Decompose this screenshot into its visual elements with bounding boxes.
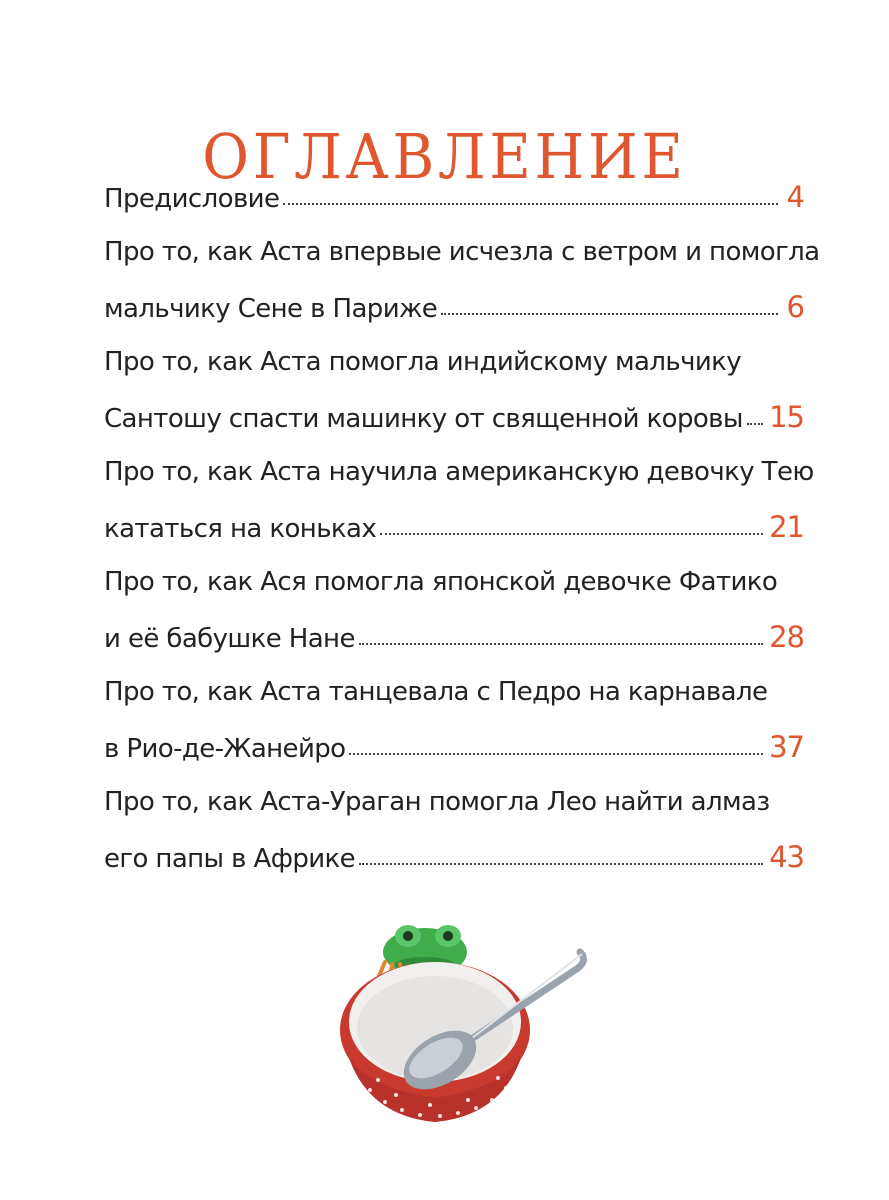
toc-entry-title-cont: кататься на коньках [104, 514, 377, 544]
toc-entry-title-cont: его папы в Африке [104, 844, 356, 874]
toc-entry-line [104, 555, 804, 610]
toc-entry-title: Про то, как Аста-Ураган помогла Лео найти алмаз [104, 787, 770, 817]
page-number: 37 [769, 730, 804, 764]
dot-leader [283, 203, 778, 205]
toc-entry-line [104, 280, 804, 335]
toc-entry-title-cont: и её бабушке Нане [104, 624, 355, 654]
toc-entry-title: Про то, как Аста научила американскую девочку Тею [104, 457, 814, 487]
toc-entry-line [104, 170, 804, 225]
dot-leader [747, 423, 763, 425]
toc-entry-line [104, 445, 814, 500]
toc-entry-title: Предисловие [104, 184, 280, 214]
dot-leader [359, 863, 763, 865]
toc-entry-america[interactable] [104, 445, 814, 555]
page-number: 6 [786, 290, 804, 324]
toc-entry-line [104, 830, 804, 885]
toc-entry-title-cont: Сантошу спасти машинку от священной коровы [104, 404, 743, 434]
frog-in-bowl-with-spoon-icon [330, 910, 600, 1140]
toc-entry-title: Про то, как Аста впервые исчезла с ветром и помогла [104, 237, 820, 267]
toc-entry-title: Про то, как Аста танцевала с Педро на карнавале [104, 677, 768, 707]
toc-entry-line [104, 500, 804, 555]
toc-entry-title: Про то, как Аста помогла индийскому мальчику [104, 347, 742, 377]
toc-entry-line [104, 335, 804, 390]
toc-entry-japan[interactable] [104, 555, 804, 665]
toc-entry-india[interactable] [104, 335, 804, 445]
page-title: ОГЛАВЛЕНИЕ [202, 119, 687, 193]
dot-leader [380, 533, 763, 535]
toc-entry-title-cont: в Рио-де-Жанейро [104, 734, 346, 764]
toc-entry-line [104, 720, 804, 775]
page-number: 28 [769, 620, 804, 654]
table-of-contents [104, 170, 820, 885]
dot-leader [359, 643, 763, 645]
page-number: 43 [769, 840, 804, 874]
toc-entry-line [104, 390, 804, 445]
toc-entry-preface[interactable] [104, 170, 804, 225]
dot-leader [349, 753, 763, 755]
toc-entry-paris[interactable] [104, 225, 820, 335]
toc-entry-africa[interactable] [104, 775, 804, 885]
toc-entry-title-cont: мальчику Сене в Париже [104, 294, 438, 324]
toc-entry-line [104, 775, 804, 830]
dot-leader [441, 313, 778, 315]
toc-entry-line [104, 665, 804, 720]
toc-entry-title: Про то, как Ася помогла японской девочке Фатико [104, 567, 778, 597]
toc-entry-line [104, 225, 820, 280]
page-number: 15 [769, 400, 804, 434]
page-number: 4 [786, 180, 804, 214]
toc-entry-line [104, 610, 804, 665]
page-number: 21 [769, 510, 804, 544]
toc-entry-rio[interactable] [104, 665, 804, 775]
